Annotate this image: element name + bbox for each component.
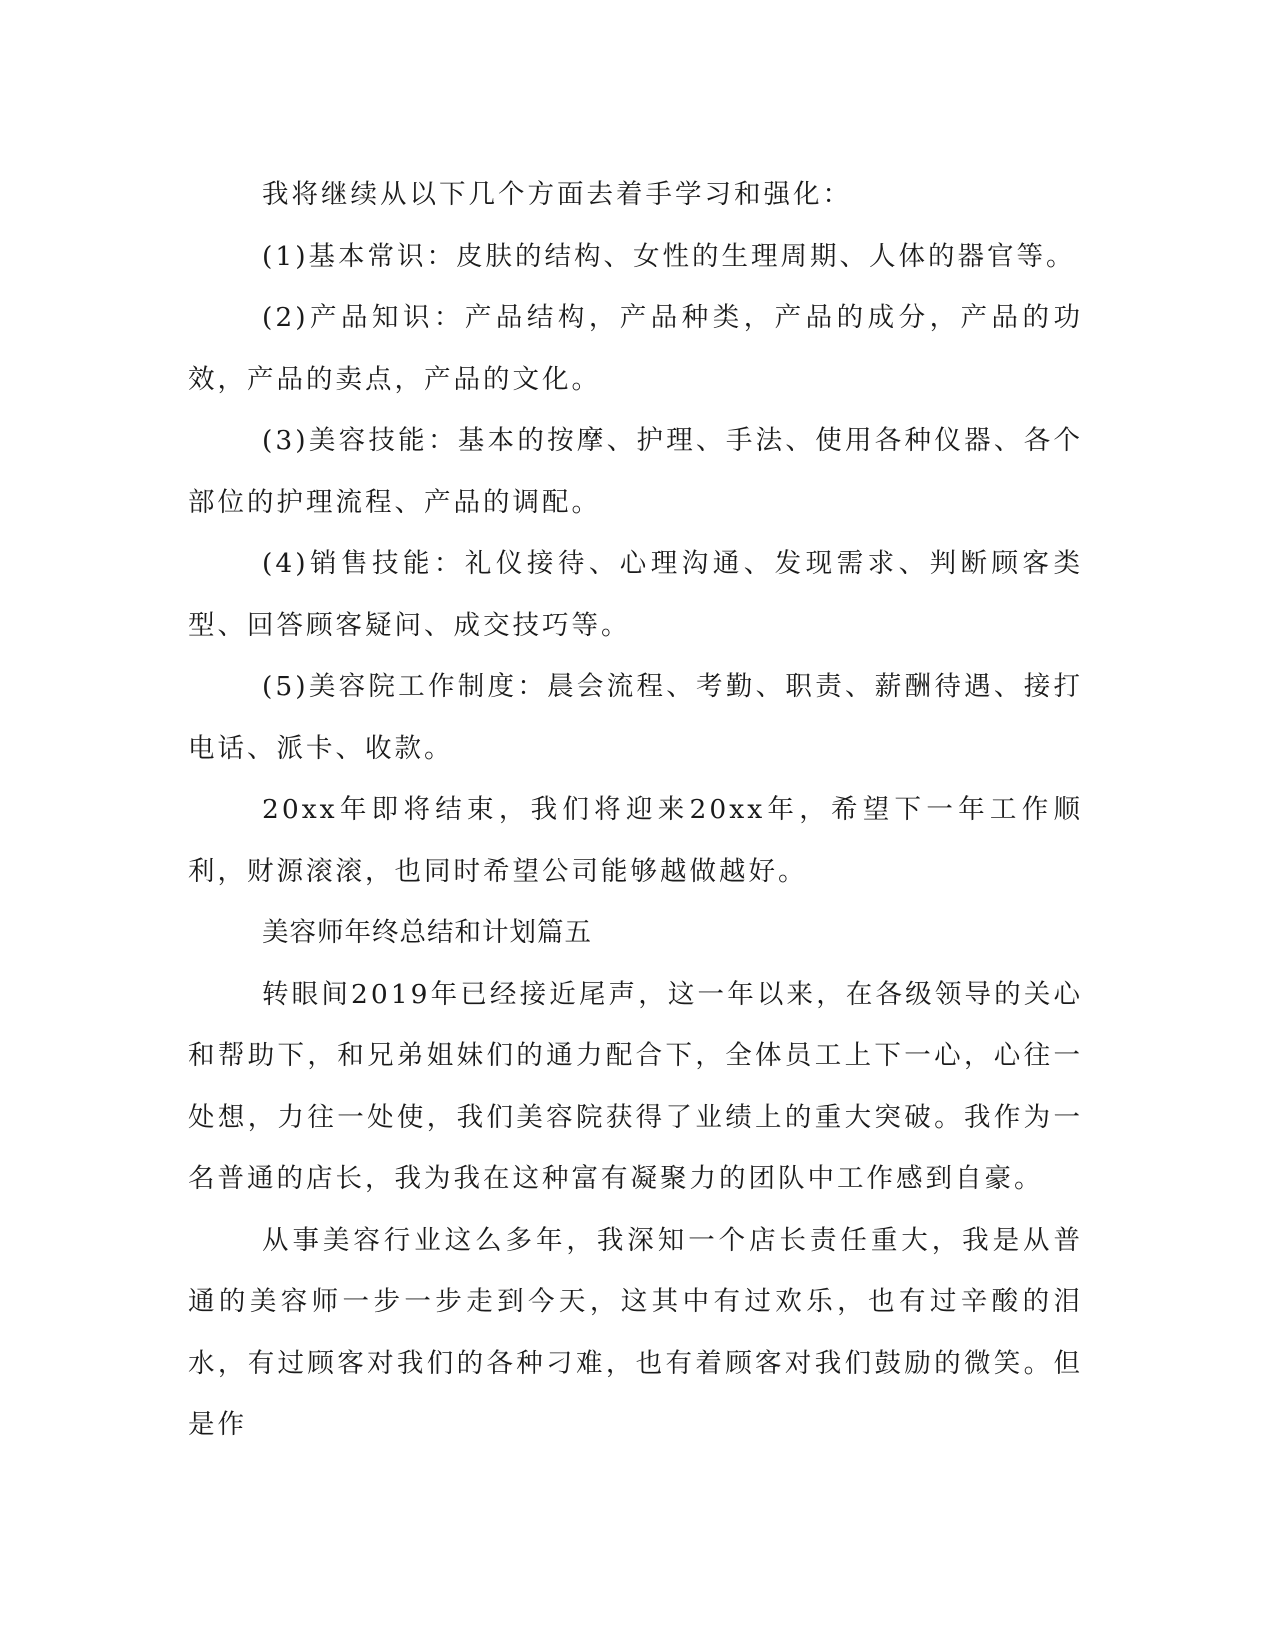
paragraph-section-experience: 从事美容行业这么多年，我深知一个店长责任重大，我是从普通的美容师一步一步走到今天，这其中有过欢乐，也有过辛酸的泪水，有过顾客对我们的各种刁难，也有着顾客对我们鼓励的微笑。但是作: [188, 1224, 1083, 1440]
paragraph-year-end-wish: 20xx年即将结束，我们将迎来20xx年，希望下一年工作顺利，财源滚滚，也同时希望公司能够越做越好。: [188, 794, 1083, 887]
paragraph-intro: 我将继续从以下几个方面去着手学习和强化：: [262, 179, 852, 210]
paragraph-section-intro: 转眼间2019年已经接近尾声，这一年以来，在各级领导的关心和帮助下，和兄弟姐妹们的通力配合下，全体员工上下一心，心往一处想，力往一处使，我们美容院获得了业绩上的重大突破。我作为一名普通的店长，我为我在这种富有凝聚力的团队中工作感到自豪。: [188, 978, 1083, 1194]
section-title: 美容师年终总结和计划篇五: [262, 917, 592, 948]
paragraph-work-rules: (5)美容院工作制度：晨会流程、考勤、职责、薪酬待遇、接打电话、派卡、收款。: [188, 671, 1083, 764]
paragraph-beauty-skills: (3)美容技能：基本的按摩、护理、手法、使用各种仪器、各个部位的护理流程、产品的调配。: [188, 425, 1083, 518]
paragraph-basic-knowledge: (1)基本常识：皮肤的结构、女性的生理周期、人体的器官等。: [262, 240, 1076, 272]
paragraph-product-knowledge: (2)产品知识：产品结构，产品种类，产品的成分，产品的功效，产品的卖点，产品的文化。: [188, 302, 1083, 395]
paragraph-sales-skills: (4)销售技能：礼仪接待、心理沟通、发现需求、判断顾客类型、回答顾客疑问、成交技巧等。: [188, 548, 1083, 641]
document-body: [188, 164, 1083, 1456]
